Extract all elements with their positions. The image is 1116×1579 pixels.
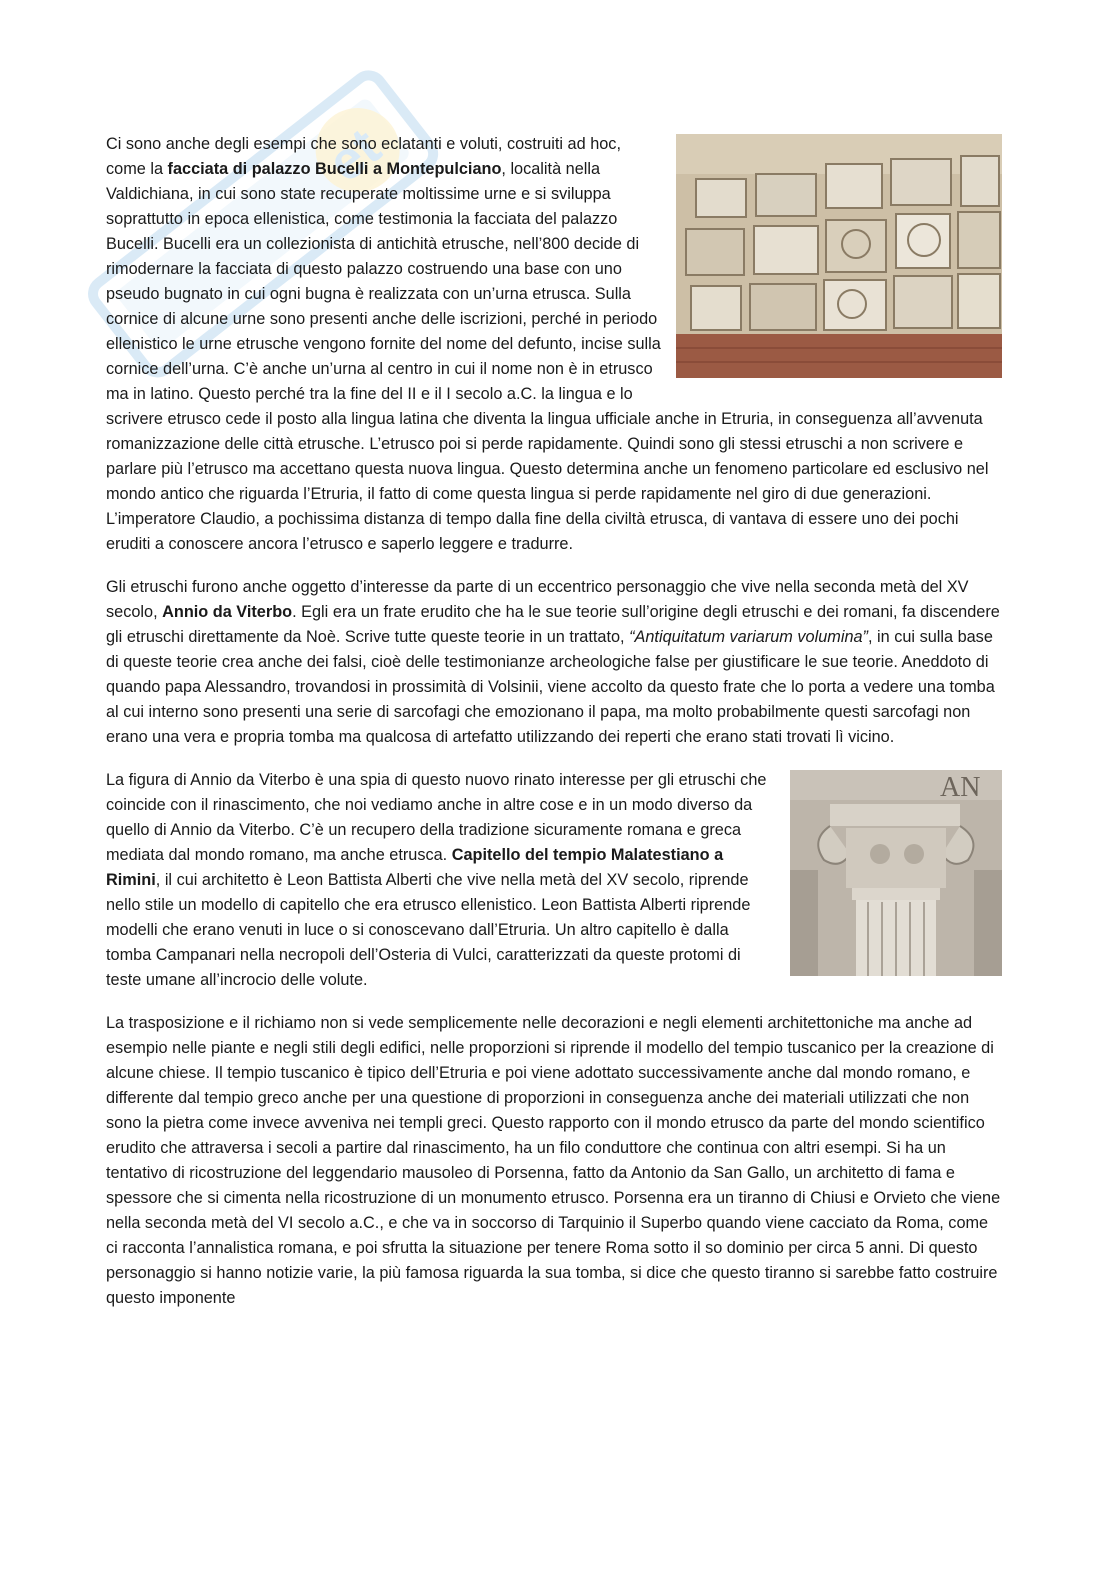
capitello-highlight: Capitello del tempio Malatestiano a Rimini <box>106 846 724 889</box>
capital-inscription: AN <box>940 772 981 803</box>
paragraph-bucelli: Ci sono anche degli esempi che sono eclatanti e voluti, costruiti ad hoc, come la facciata di palazzo Bucelli a Montepulciano, località nella Valdichiana, in cui sono state recuperate moltissime urne e si sviluppa soprattutto in epoca ellenistica, come testimonia la facciata del palazzo Bucelli. Bucelli era un collezionista di antichità etrusche, nell’800 decide di rimodernare la facciata di questo palazzo costruendo una base con uno pseudo bugnato in cui ogni bugna è realizzata con un’urna etrusca. Sulla cornice di alcune urne sono presenti anche delle iscrizioni, perché in periodo ellenistico le urne etrusche vengono fornite del nome del defunto, incise sulla cornice dell’urna. C’è anche un’urna al centro in cui il nome non è in etrusco ma in latino. Questo perché tra la fine del II e il I secolo a.C. la lingua e lo scrivere etrusco cede il posto alla lingua latina che diventa la lingua ufficiale anche in Etruria, in conseguenza all’avvenuta romanizzazione delle città etrusche. L’etrusco poi si perde rapidamente. Quindi sono gli stessi etruschi a non scrivere e parlare più l’etrusco ma accettano questa nuova lingua. Questo determina anche un fenomeno particolare ed esclusivo nel mondo antico che riguarda l’Etruria, il fatto di come questa lingua si perde rapidamente nel giro di due generazioni. L’imperatore Claudio, a pochissima distanza di tempo dalla fine della civiltà etrusca, di vantava di essere uno dei pochi eruditi a conoscere ancora l’etrusco e saperlo leggere e tradurre. <box>106 132 1002 557</box>
paragraph-capitello: AN La figura di Annio da Viterbo è una spia di questo nuovo rinato interesse per gli etruschi che coincide con il rinascimento, che noi vediamo anche in altre cose e in un modo diverso da quello di Annio da Viterbo. C’è un recupero della tradizione sicuramente romana e greca mediata dal mondo romano, ma anche etrusca. Capitello del tempio Malatestiano a Rimini, il cui architetto è Leon Battista Alberti che vive nella metà del XV secolo, riprende nello stile un modello di capitello che era etrusco ellenistico. Leon Battista Alberti riprende modelli che erano venuti in luce o si conoscevano dall’Etruria. Un altro capitello è dalla tomba Campanari nella necropoli dell’Osteria di Vulci, caratterizzati da queste protomi di teste umane all’incrocio delle volute. <box>106 768 1002 993</box>
treatise-title: “Antiquitatum variarum volumina” <box>629 628 868 646</box>
bucelli-facade-image <box>676 134 1002 378</box>
document-body <box>106 132 1002 1329</box>
watermark-text: et <box>316 116 392 194</box>
paragraph-annio: Gli etruschi furono anche oggetto d’interesse da parte di un eccentrico personaggio che vive nella seconda metà del XV secolo, Annio da Viterbo. Egli era un frate erudito che ha le sue teorie sull’origine degli etruschi e dei romani, fa discendere gli etruschi direttamente da Noè. Scrive tutte queste teorie in un trattato, “Antiquitatum variarum volumina”, in cui sulla base di queste teorie crea anche dei falsi, cioè delle testimonianze archeologiche false per giustificare le sue teorie. Aneddoto di quando papa Alessandro, trovandosi in prossimità di Volsinii, viene accolto da questo frate che lo porta a vedere una tomba al cui interno sono presenti una serie di sarcofagi che emozionano il papa, ma molto probabilmente questi sarcofagi non erano una vera e propria tomba ma qualcosa di artefatto utilizzando dei reperti che erano stati trovati lì vicino. <box>106 578 1000 746</box>
bucelli-highlight: facciata di palazzo Bucelli a Montepulciano <box>167 160 502 178</box>
annio-highlight: Annio da Viterbo <box>162 603 293 621</box>
capital-image <box>790 770 1002 976</box>
paragraph-tempio-tuscanico: La trasposizione e il richiamo non si vede semplicemente nelle decorazioni e negli elementi architettoniche ma anche ad esempio nelle piante e negli stili degli edifici, nelle proporzioni si riprende il modello del tempio tuscanico per la creazione di alcune chiese. Il tempio tuscanico è tipico dell’Etruria e poi viene adottato successivamente anche dal mondo romano, e differente dal tempio greco anche per una questione di proporzioni in conseguenza anche dei materiali utilizzati che non sono la pietra come invece avveniva nei templi greci. Questo rapporto con il mondo etrusco da parte del mondo scientifico erudito che attraversa i secoli a partire dal rinascimento, ha un filo conduttore che continua con altri esempi. Si ha un tentativo di ricostruzione del leggendario mausoleo di Porsenna, fatto da Antonio da San Gallo, un architetto di fama e spessore che si cimenta nella ricostruzione di un monumento etrusco. Porsenna era un tiranno di Chiusi e Orvieto che viene nella seconda metà del VI secolo a.C., e che va in soccorso di Tarquinio il Superbo quando viene cacciato da Roma, come ci racconta l’annalistica romana, e poi sfrutta la situazione per tenere Roma sotto il so dominio per circa 5 anni. Di questo personaggio si hanno notizie varie, la più famosa riguarda la sua tomba, si dice che questo tiranno si sarebbe fatto costruire questo imponente <box>106 1014 1001 1307</box>
